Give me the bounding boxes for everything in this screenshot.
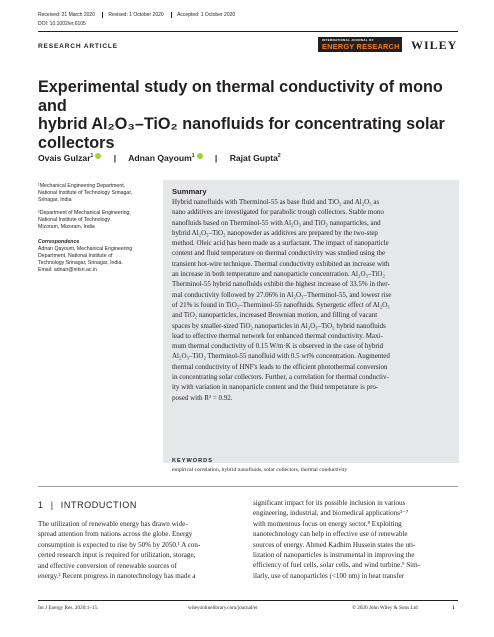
abstract-line: nano additives are investigated for parabolic trough collectors. Stable mono <box>172 208 384 217</box>
section-heading: 1 | INTRODUCTION <box>38 500 137 510</box>
article-type: RESEARCH ARTICLE <box>38 43 118 50</box>
received-date: Received: 21 March 2020 <box>38 12 95 18</box>
affiliation-1: ¹Mechanical Engineering Department, National Institute of Technology Srinagar, Srinagar, India <box>38 183 133 203</box>
body-line: nanotechnology can help in effective use of renewable <box>253 530 408 539</box>
article-title <box>38 78 458 152</box>
abstract-line: Hybrid nanofluids with Therminol-55 as base fluid and TiO₂ and Al₂O₃ as <box>172 198 380 206</box>
page-number: 1 <box>452 605 455 611</box>
correspondence-heading: Correspondence <box>38 239 80 245</box>
journal-logo-small: INTERNATIONAL JOURNAL OF <box>322 38 374 42</box>
journal-logo <box>318 37 402 52</box>
section-title: INTRODUCTION <box>60 500 137 510</box>
abstract-line: of 21% is found in TiO₂–Therminol-55 nanofluids. Synergetic effect of Al₂O₃ <box>172 300 390 309</box>
body-line: consumption is expected to rise by 50% by 2050.¹ A con- <box>38 540 201 549</box>
body-line: spread attention from nations across the globe. Energy <box>38 530 193 539</box>
abstract-line: content and fluid temperature on thermal conductivity was studied using the <box>172 249 386 258</box>
abstract-line: Therminol-55 hybrid nanofluids exhibit the highest increase of 33.5% in ther- <box>172 280 390 289</box>
abstract-line: lead to effective thermal network for enhanced thermal conductivity. Maxi- <box>172 331 383 340</box>
body-line: The utilization of renewable energy has drawn wide- <box>38 520 188 528</box>
author-separator: | <box>214 153 218 163</box>
correspondence-email[interactable]: Email: adnan@nitsri.ac.in <box>38 267 97 273</box>
affiliations <box>38 183 156 274</box>
orcid-icon[interactable] <box>197 153 203 159</box>
section-divider <box>38 486 458 487</box>
body-line: significant impact for its possible inclusion in various <box>253 499 406 507</box>
keywords: empirical correlation, hybrid nanofluids, solar collectors, thermal conductivity <box>172 467 348 473</box>
abstract-line: transient hot-wire technique. Thermal conductivity exhibited an increase with <box>172 259 390 268</box>
title-line-1: Experimental study on thermal conductivity of mono and <box>38 78 443 115</box>
author-separator: | <box>113 153 117 163</box>
author-2[interactable]: Adnan Qayoum$^1$ <box>128 153 202 163</box>
article-history <box>38 12 458 19</box>
doi[interactable]: DOI: 10.1002/er.6105 <box>38 21 86 27</box>
header-divider <box>38 31 458 32</box>
orcid-icon[interactable] <box>95 153 101 159</box>
footer-citation: Int J Energy Res. 2020;1–15. <box>38 605 99 611</box>
body-line: ilarly, use of nanoparticles (<100 nm) in heat transfer <box>253 571 405 580</box>
abstract-line: posed with R² = 0.92. <box>172 393 233 402</box>
abstract-line: Al₂O₃–TiO₂ Therminol-55 nanofluid with 0.5 wt% concentration. Augmented <box>172 352 390 361</box>
abstract-line: in concentrating solar collectors. Further, a correlation for thermal conductiv- <box>172 373 389 382</box>
abstract-line: an increase in both temperature and nanoparticle concentration. Al₂O₃–TiO₂ <box>172 270 385 279</box>
abstract-line: ity with variation in nanoparticle content and the fluid temperature is pro- <box>172 383 379 392</box>
correspondence: Correspondence Adnan Qayoum, Mechanical Engineering Department, National Institute of Technology Srinagar, Srinagar, India. Email: adnan@nitsri.ac.in <box>38 239 156 274</box>
body-line: sources of energy. Ahmed Kadhim Hussein states the uti- <box>253 540 416 549</box>
abstract-line: nanofluids based on Therminol-55 with Al₂O₃ and TiO₂ nanoparticles, and <box>172 218 381 227</box>
abstract-line: mal conductivity followed by 27.06% in Al₂O₃–Therminol-55, and lowest rise <box>172 290 392 299</box>
body-line: efficiency of fuel cells, solar cells, and wind turbine.⁹ Sim- <box>253 561 421 570</box>
keywords-heading: KEYWORDS <box>172 458 213 464</box>
body-line: energy.² Recent progress in nanotechnology has made a <box>38 572 196 581</box>
body-right-column <box>253 498 459 581</box>
abstract-heading: Summary <box>172 187 207 196</box>
journal-logo-main: ENERGY RESEARCH <box>322 42 400 51</box>
title-line-3: collectors <box>38 133 115 152</box>
title-line-2: hybrid Al₂O₃–TiO₂ nanofluids for concentrating solar <box>38 115 445 134</box>
abstract-line: method. Oleic acid has been made as a surfactant. The impact of nanoparticle <box>172 239 389 248</box>
accepted-date: Accepted: 1 October 2020 <box>171 12 235 18</box>
abstract-box <box>163 180 459 463</box>
author-3[interactable]: Rajat Gupta$^2$ <box>229 153 281 163</box>
section-number: 1 <box>38 500 44 510</box>
abstract-line: and TiO₂ nanoparticles, increased Brownian motion, and filling of vacant <box>172 311 378 320</box>
body-line: engineering, industrial, and biomedical applications³⁻⁷ <box>253 509 409 518</box>
revised-date: Revised: 1 October 2020 <box>102 12 163 18</box>
abstract-line: thermal conductivity of HNF's leads to the efficient photothermal conversion <box>172 362 388 371</box>
body-line: and effective conversion of renewable sources of <box>38 561 177 570</box>
body-left-column <box>38 519 245 581</box>
publisher-logo: WILEY <box>411 38 458 52</box>
affiliation-2: ²Department of Mechanical Engineering, National Institute of Technology Mizoram, Mizoram, India <box>38 210 131 230</box>
author-1[interactable]: Ovais Gulzar$^1$ <box>38 153 101 163</box>
abstract-line: mum thermal conductivity of 0.15 W/m·K is observed in the case of hybrid <box>172 342 384 351</box>
body-line: certed research input is required for utilization, storage, <box>38 551 196 560</box>
body-line: with momentous focus on energy sector.⁸ Exploiting <box>253 519 402 528</box>
body-line: lization of nanoparticles is instrumental in improving the <box>253 551 415 560</box>
abstract-text <box>172 197 451 403</box>
abstract-line: hybrid Al₂O₃–TiO₂ nanopowder as additives are prepared by the two-step <box>172 228 378 237</box>
author-list <box>38 153 458 163</box>
footer-copyright: © 2020 John Wiley & Sons Ltd <box>352 605 418 611</box>
footer-divider <box>38 600 458 601</box>
abstract-line: spaces by smaller-sized TiO₂ nanoparticles in Al₂O₃–TiO₂ hybrid nanofluids <box>172 321 386 330</box>
footer-url[interactable]: wileyonlinelibrary.com/journal/er <box>188 605 258 611</box>
